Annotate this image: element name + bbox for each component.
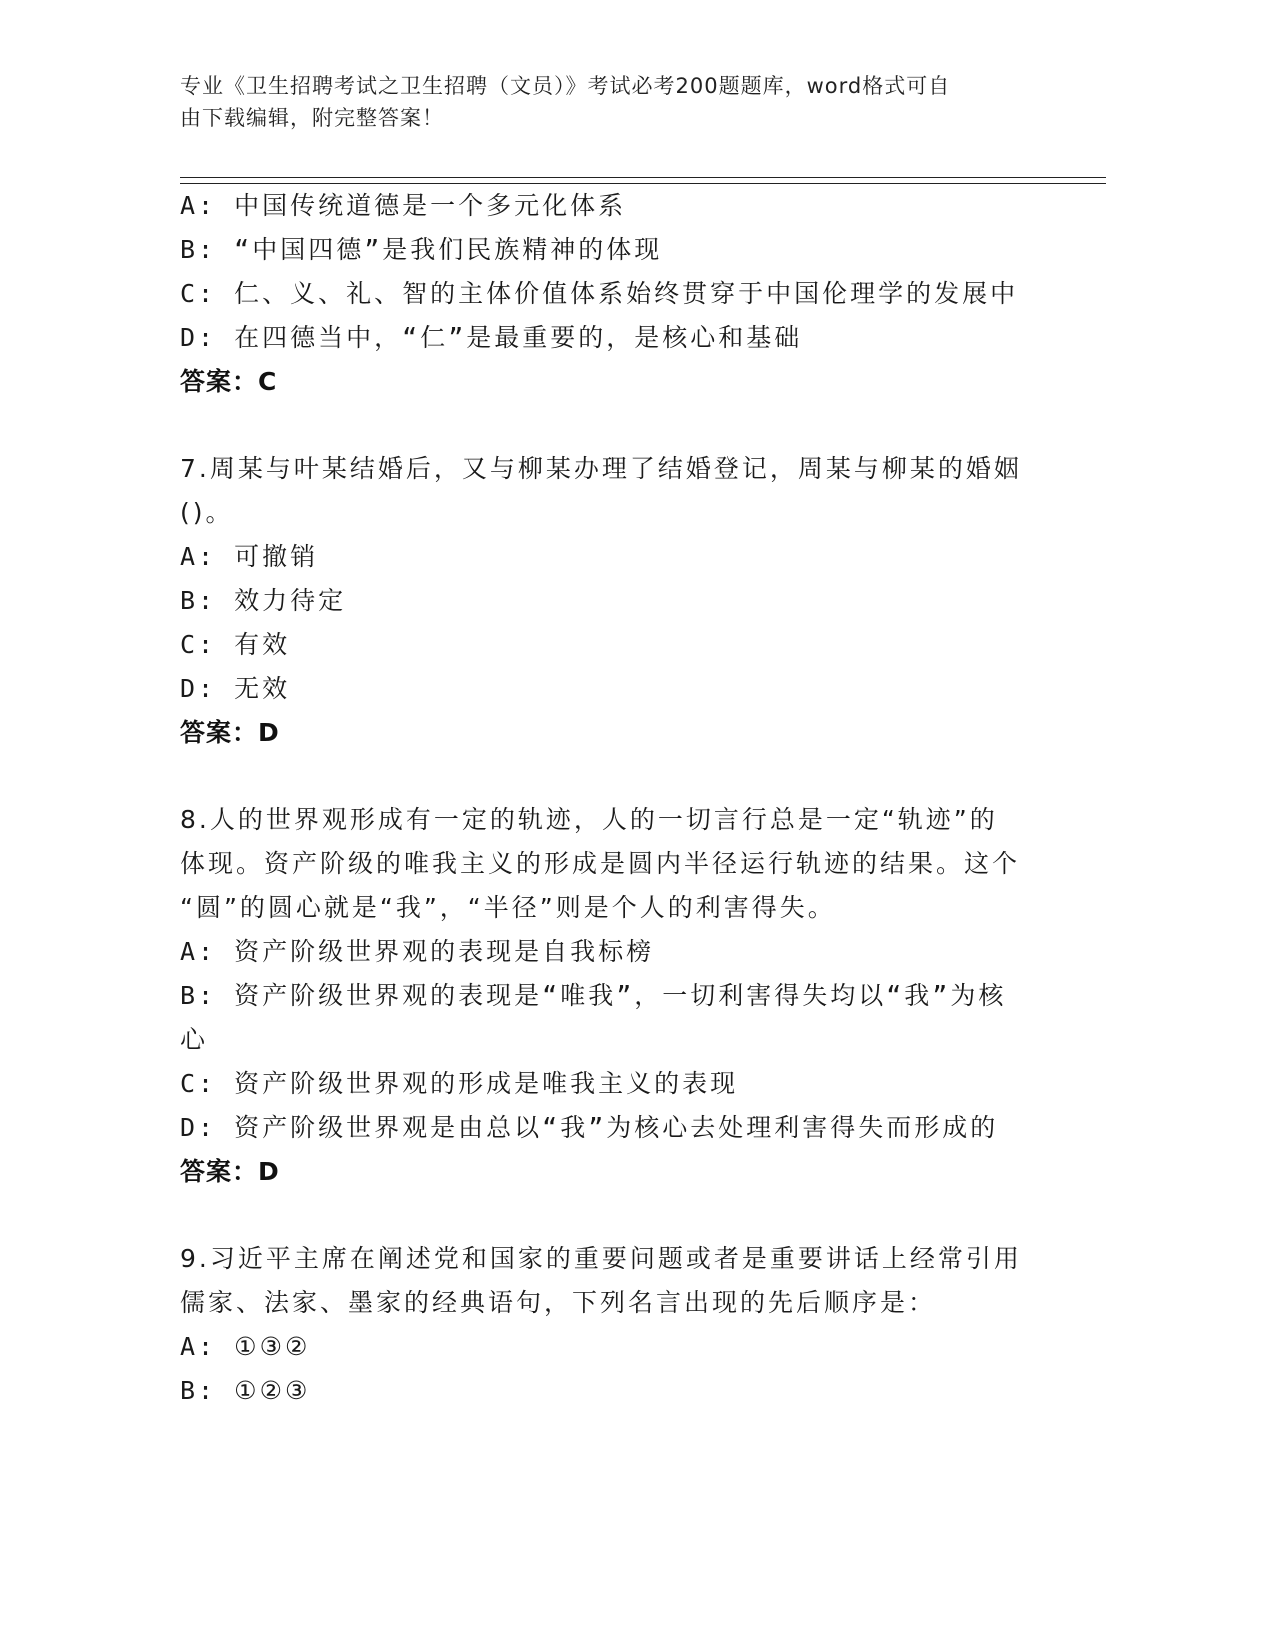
q6-option-c: C: 仁、义、礼、智的主体价值体系始终贯穿于中国伦理学的发展中 — [180, 279, 1019, 308]
q8-option-a: A: 资产阶级世界观的表现是自我标榜 — [180, 937, 655, 966]
q8-option-b: B: 资产阶级世界观的表现是“唯我”，一切利害得失均以“我”为核 — [180, 981, 1007, 1010]
q9-option-b: B: ①②③ — [180, 1376, 311, 1405]
page-header — [180, 70, 1040, 134]
q6-answer: 答案：C — [180, 367, 278, 396]
spacer — [180, 1194, 1040, 1237]
q8-option-c: C: 资产阶级世界观的形成是唯我主义的表现 — [180, 1069, 739, 1098]
question-7-block — [180, 447, 1040, 755]
question-6-block — [180, 184, 1040, 404]
q9-option-a: A: ①③② — [180, 1332, 311, 1361]
q8-option-d: D: 资产阶级世界观是由总以“我”为核心去处理利害得失而形成的 — [180, 1113, 999, 1142]
q8-stem-line-3: “圆”的圆心就是“我”，“半径”则是个人的利害得失。 — [180, 893, 836, 922]
q7-option-a: A: 可撤销 — [180, 542, 319, 571]
q6-option-d: D: 在四德当中，“仁”是最重要的，是核心和基础 — [180, 323, 803, 352]
spacer — [180, 755, 1040, 798]
q7-option-c: C: 有效 — [180, 630, 291, 659]
question-9-block — [180, 1237, 1040, 1413]
q8-option-b-continued: 心 — [180, 1025, 209, 1054]
header-title-line-2: 由下载编辑，附完整答案！ — [180, 106, 444, 130]
q8-stem-line-1: 8.人的世界观形成有一定的轨迹，人的一切言行总是一定“轨迹”的 — [180, 805, 998, 834]
q7-option-d: D: 无效 — [180, 674, 291, 703]
q7-answer: 答案：D — [180, 718, 280, 747]
q7-stem-line-2: ()。 — [180, 498, 234, 527]
spacer — [180, 404, 1040, 447]
q9-stem-line-1: 9.习近平主席在阐述党和国家的重要问题或者是重要讲话上经常引用 — [180, 1244, 1022, 1273]
header-title-line-1: 专业《卫生招聘考试之卫生招聘（文员）》考试必考200题题库，word格式可自 — [180, 74, 951, 98]
q6-option-a: A: 中国传统道德是一个多元化体系 — [180, 191, 627, 220]
document-body — [180, 184, 1040, 1413]
question-8-block — [180, 798, 1040, 1194]
q8-answer: 答案：D — [180, 1157, 280, 1186]
q7-stem-line-1: 7.周某与叶某结婚后，又与柳某办理了结婚登记，周某与柳某的婚姻 — [180, 454, 1022, 483]
header-divider — [180, 177, 1106, 184]
q9-stem-line-2: 儒家、法家、墨家的经典语句，下列名言出现的先后顺序是： — [180, 1288, 937, 1317]
q7-option-b: B: 效力待定 — [180, 586, 347, 615]
q6-option-b: B: “中国四德”是我们民族精神的体现 — [180, 235, 663, 264]
q8-stem-line-2: 体现。资产阶级的唯我主义的形成是圆内半径运行轨迹的结果。这个 — [180, 849, 1021, 878]
